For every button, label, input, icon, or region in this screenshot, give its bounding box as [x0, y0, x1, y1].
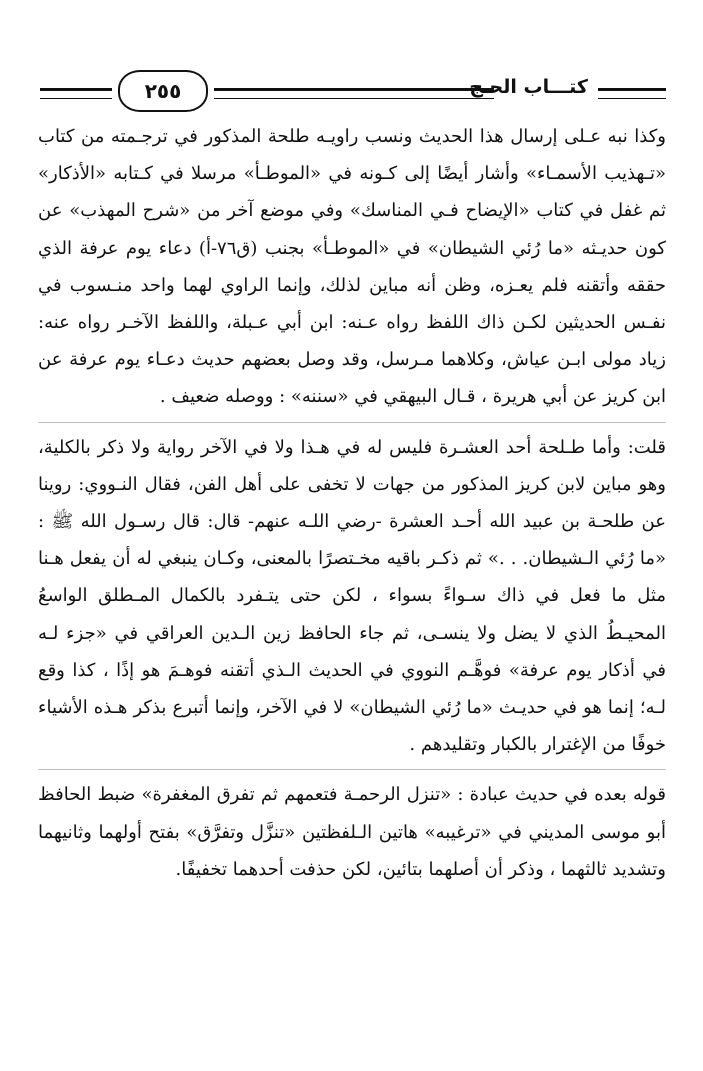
paragraph-1: وكذا نبه عـلى إرسال هذا الحديث ونسب راويـه طلحة المذكور في ترجـمته من كتاب «تـهذيب الأسمـاء» وأشار أيضًا إلى كـونه في «الموطـأ» مرسلا في كـتابه «الأذكار» ثم غفل في كتاب «الإيضاح فـي المناسك» وفي موضع آخر من «شرح المهذب» عن كون حديـثه «ما رُئي الشيطان» في «الموطـأ» بجنب (ق٧٦-أ) دعاء يوم عرفة الذي حققه وأتقنه فلم يعـزه، وظن أنه مباين لذلك، وإنما الراوي لهما واحد منـسوب في نفـس الحديثين لكـن ذاك اللفظ رواه عـنه: ابن أبي عـبلة، واللفظ الآخـر رواه عنه: زياد مولى ابـن عياش، وكلاهما مـرسل، وقد وصل بعضهم حديث دعـاء يوم عرفة عن ابن كريز عن أبي هريرة ، قـال البيهقي في «سننه» : ووصله ضعيف .	[38, 126, 666, 408]
running-title: كتـــاب الحـج	[469, 76, 588, 98]
header-rule-left	[40, 88, 112, 99]
header-rule-middle	[214, 88, 494, 99]
paragraph-3: قوله بعده في حديث عبادة : «تنزل الرحمـة فتعمهم ثم تفرق المغفرة» ضبط الحافظ أبو موسى المديني في «ترغيبه» هاتين الـلفظتين «تنزَّل وتفرَّق» بفتح أولهما وثانيهما وتشديد ثالثهما ، وذكر أن أصلهما بتائين، لكن حذفت أحدهما تخفيفًا.	[38, 784, 666, 880]
paragraph-divider	[38, 769, 666, 770]
page-header	[40, 68, 666, 114]
paragraph-divider	[38, 422, 666, 423]
page-number: ٢٥٥	[118, 70, 208, 112]
paragraph-2: قلت: وأما طـلحة أحد العشـرة فليس له في هـذا ولا في الآخر رواية ولا ذكر بالكلية، وهو مباين لابن كريز المذكور من جهات لا تخفى على أهل الفن، فقال النـووي: روينا عن طلحـة بن عبيد الله أحـد العشرة -رضي اللـه عنهم- قال: قال رسـول الله ﷺ : «ما رُئي الـشيطان. . .» ثم ذكـر باقيه مخـتصرًا بالمعنى، وكـان ينبغي له أن يفعل هـنا مثل ما فعل في ذاك سـواءً بسواء ، لكن حتى يتـفرد بالكمال المـطلق الواسعُ المحيـطُ الذي لا يضل ولا ينسـى، ثم جاء الحافظ زين الـدين العراقي في «جزء لـه في أذكار يوم عرفة» فوهَّـم النووي في الحديث الـذي أتقنه فوهـمَ هو إذًا ، كذا وقع لـه؛ إنما هو في حديـث «ما رُئي الشيطان» لا في الآخر، وإنما أتبرع بذكر هـذه الأشياء خوفًا من الإغترار بالكبار وتقليدهم .	[38, 436, 666, 756]
page-body	[38, 118, 666, 888]
header-rule-right	[598, 88, 666, 99]
